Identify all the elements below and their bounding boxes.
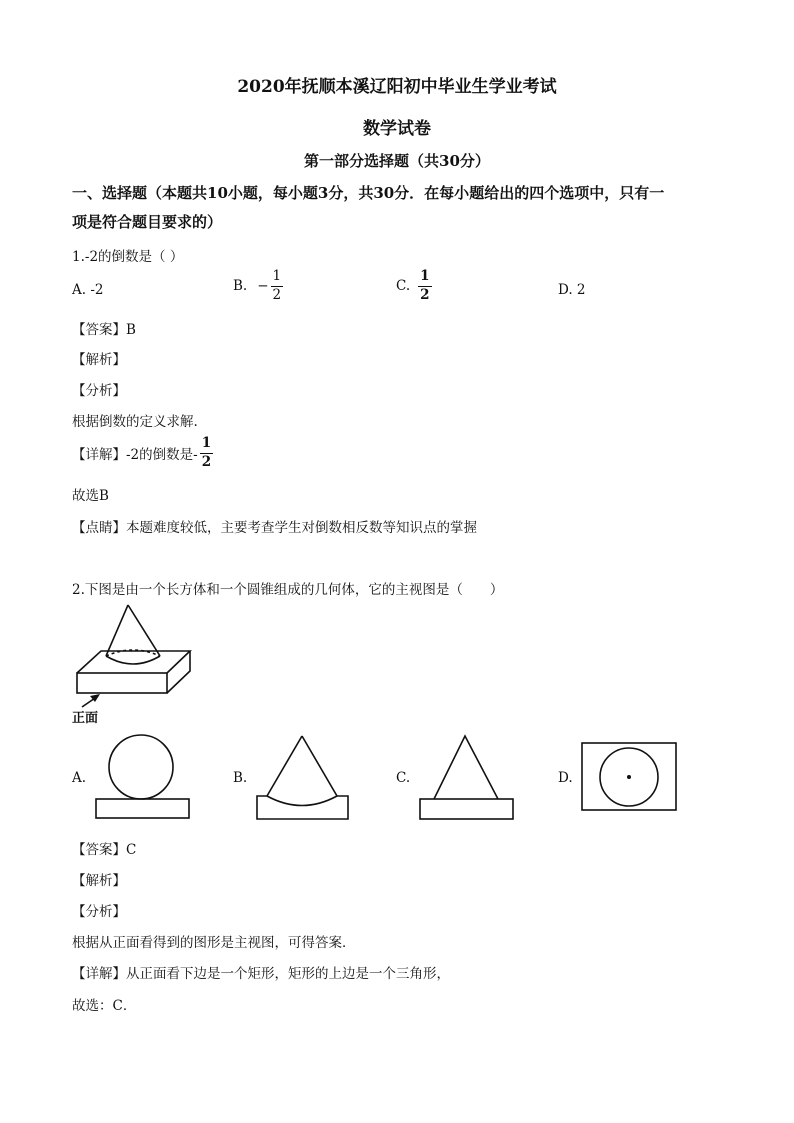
q1-detail-denominator: 2	[201, 453, 212, 470]
page-subtitle: 数学试卷	[363, 119, 431, 139]
q1-conclusion: 故选B	[72, 488, 109, 504]
q2-answer-value: C	[126, 842, 137, 858]
q2-option-b-label: B.	[233, 770, 248, 786]
box-side-face	[167, 651, 190, 693]
q1-option-b-fraction	[271, 270, 284, 302]
section-instruction-line1: 一、选择题（本题共10小题，每小题3分，共30分．在每小题给出的四个选项中，只有一	[72, 184, 665, 202]
q1-option-b	[233, 270, 285, 302]
q1-stem: 1.-2的倒数是（ ）	[72, 249, 184, 265]
q1-dianjing	[72, 516, 477, 536]
center-dot	[627, 775, 631, 779]
q1-option-c	[396, 270, 434, 302]
cone-base-front	[106, 656, 160, 664]
q1-dianjing-text: 本题难度较低，主要考查学生对倒数相反数等知识点的掌握	[126, 520, 477, 536]
q1-detail-numerator: 1	[200, 437, 213, 454]
q1-detail	[72, 437, 215, 469]
q2-answer	[72, 838, 136, 858]
q1-option-b-label: B.	[233, 278, 248, 294]
circle-shape	[109, 735, 173, 799]
q1-fenxi-text: 根据倒数的定义求解.	[72, 414, 198, 430]
q1-fenxi-tag: 【分析】	[72, 383, 126, 399]
rectangle-shape	[96, 799, 189, 818]
box-top-face	[77, 651, 190, 673]
q2-option-c-figure	[416, 733, 516, 823]
q1-option-c-numerator: 1	[418, 270, 431, 287]
q1-option-c-fraction	[418, 270, 431, 302]
q2-option-c-label: C.	[396, 770, 411, 786]
section-instruction-line2: 项是符合题目要求的）	[72, 213, 223, 231]
q2-conclusion: 故选：C．	[72, 998, 137, 1014]
q2-detail-text: 从正面看下边是一个矩形，矩形的上边是一个三角形，	[126, 966, 450, 982]
q2-answer-tag: 【答案】	[72, 842, 126, 858]
q2-detail-tag: 【详解】	[72, 966, 126, 982]
q1-option-a: A. -2	[72, 282, 104, 298]
q1-option-b-sign: −	[257, 278, 269, 294]
part-heading: 第一部分选择题（共30分）	[304, 152, 490, 170]
cone-right-edge	[128, 605, 160, 656]
q2-fenxi-tag: 【分析】	[72, 904, 126, 920]
q2-option-b-figure	[253, 733, 353, 823]
q2-stem: 2.下图是由一个长方体和一个圆锥组成的几何体，它的主视图是（ ）	[72, 582, 504, 598]
q1-answer-tag: 【答案】	[72, 322, 126, 338]
q1-option-b-numerator: 1	[271, 270, 284, 287]
q1-detail-text: -2的倒数是-	[126, 447, 198, 463]
triangle-left-edge	[267, 736, 302, 796]
q2-fenxi-text: 根据从正面看得到的图形是主视图，可得答案．	[72, 935, 356, 951]
q1-option-b-denominator: 2	[272, 286, 282, 303]
q1-dianjing-tag: 【点睛】	[72, 520, 126, 536]
q1-option-c-denominator: 2	[420, 286, 430, 303]
q2-option-d-figure	[580, 740, 680, 812]
box-front-face	[77, 673, 167, 693]
cone-left-edge	[106, 605, 128, 656]
triangle-right-edge	[302, 736, 337, 796]
q1-answer	[72, 318, 136, 338]
page-title: 2020年抚顺本溪辽阳初中毕业生学业考试	[237, 77, 557, 97]
rectangle-shape	[420, 799, 513, 819]
q1-option-c-label: C.	[396, 278, 411, 294]
q2-option-a-label: A.	[72, 770, 87, 786]
q1-answer-value: B	[126, 322, 136, 338]
q1-detail-fraction	[200, 437, 213, 469]
q1-analysis-tag: 【解析】	[72, 352, 126, 368]
curved-base-shape	[257, 796, 348, 819]
q2-detail	[72, 962, 450, 982]
q1-option-d: D. 2	[558, 282, 586, 298]
front-view-label: 正面	[72, 711, 99, 726]
q2-option-a-figure	[92, 733, 192, 823]
q2-analysis-tag: 【解析】	[72, 873, 126, 889]
triangle-shape	[434, 736, 498, 799]
q1-detail-tag: 【详解】	[72, 447, 126, 463]
q2-option-d-label: D.	[558, 770, 573, 786]
